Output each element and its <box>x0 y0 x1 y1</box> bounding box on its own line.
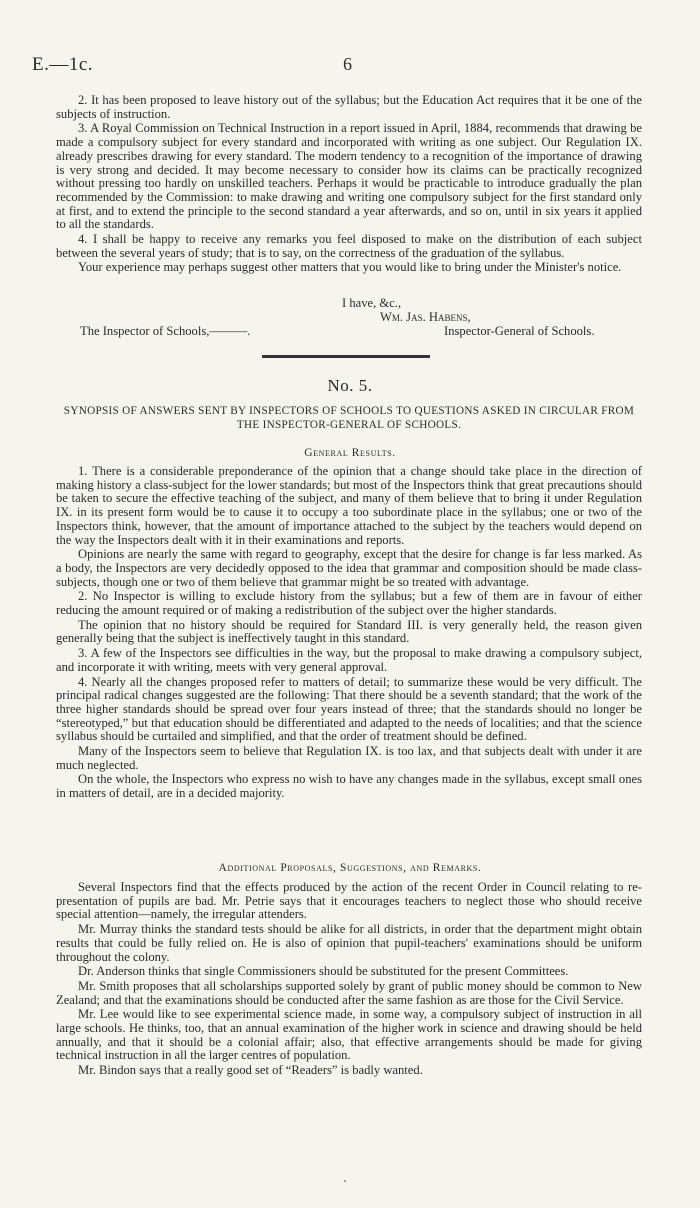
remarks-paragraph: Mr. Murray thinks the standard tests should be alike for all districts, in order that the department might obtain results that could be fully relied on. He is also of opinion that pupil-teachers' examinations should be uniform throughout the colony. <box>56 922 642 964</box>
letter-closing: I have, &c., <box>342 296 402 310</box>
letter-paragraph: 2. It has been proposed to leave history out of the syllabus; but the Education Act requires that it be one of the subjects of instruction. <box>56 93 642 121</box>
section-number: No. 5. <box>327 376 373 395</box>
section-divider <box>262 355 430 358</box>
letter-paragraph: 4. I shall be happy to receive any remarks you feel disposed to make on the distribution of each subject between the several years of study; that is to say, on the correctness of the graduation of the syllabus. <box>56 232 642 260</box>
results-paragraph: 1. There is a considerable preponderance of the opinion that a change should take place in the direction of making history a class-subject for the lower standards; but most of the Inspectors think that great precautions should be taken to secure the effective teaching of the subject, and many of them believe that to bring it under Regulation IX. in its present form would be to cause it to occupy a too subordinate place in the syllabus; one or two of the Inspectors think, however, that the amount of importance attached to the subject by the teachers would depend on the way the Inspectors dealt with it in their examinations and reports. <box>56 464 642 547</box>
additional-body <box>56 881 642 1079</box>
results-paragraph: 4. Nearly all the changes proposed refer to matters of detail; to summarize these would be very difficult. The principal radical changes suggested are the following: That there should be a seventh standard; that the work of the three higher standards should be spread over four years instead of three; that the standards should no longer be “stereotyped,” but that education should be differentiated and adapted to the needs of localities; and that the science syllabus should be curtailed and simplified, and that the order of treatment should be defined. <box>56 674 642 744</box>
letter-signature: Wm. Jas. Habens, <box>380 310 471 324</box>
results-paragraph: Many of the Inspectors seem to believe that Regulation IX. is too lax, and that subjects dealt with under it are much neglected. <box>56 744 642 772</box>
section-title: SYNOPSIS OF ANSWERS SENT BY INSPECTORS OF SCHOOLS TO QUESTIONS ASKED IN CIRCULAR FROM THE INSPECTOR-GENERAL OF SCHOOLS. <box>63 405 635 431</box>
remarks-paragraph: Several Inspectors find that the effects produced by the action of the recent Order in Council relating to re-presentation of pupils are bad. Mr. Petrie says that it encourages teachers to neglect those who should receive special attention—namely, the irregular attenders. <box>56 880 642 922</box>
report-reference: E.—1c. <box>32 54 94 75</box>
print-speck <box>344 1180 346 1182</box>
general-results-heading: General Results. <box>304 447 396 459</box>
general-results-body <box>56 465 642 802</box>
results-paragraph: 2. No Inspector is willing to exclude history from the syllabus; but a few of them are in favour of either reducing the amount required or of making a redistribution of the subject over the higher standards. <box>56 589 642 618</box>
results-paragraph: On the whole, the Inspectors who express no wish to have any changes made in the syllabus, except small ones in matters of detail, are in a decided majority. <box>56 772 642 801</box>
signatory-title: Inspector-General of Schools. <box>444 324 595 338</box>
remarks-paragraph: Mr. Lee would like to see experimental science made, in some way, a compulsory subject of instruction in all large schools. He thinks, too, that an annual examination of the higher work in science and drawing should be held annually, and that it should be a colonial affair; also, that effective arrangements should be made for giving technical instruction in all the larger centres of population. <box>56 1007 642 1063</box>
remarks-paragraph: Mr. Smith proposes that all scholarships supported solely by grant of public money should be common to New Zealand; and that the examinations should be conducted after the same fashion as are those for the Civil Service. <box>56 978 642 1007</box>
remarks-paragraph: Mr. Bindon says that a really good set of “Readers” is badly wanted. <box>78 1063 423 1078</box>
results-paragraph: Opinions are nearly the same with regard to geography, except that the desire for change is far less marked. As a body, the Inspectors are very decidedly opposed to the idea that grammar and composition should be made class-subjects, though one or two of them believe that grammar might be so treated with advantage. <box>56 547 642 589</box>
additional-heading: Additional Proposals, Suggestions, and Remarks. <box>218 862 482 874</box>
results-paragraph: 3. A few of the Inspectors see difficulties in the way, but the proposal to make drawing a compulsory subject, and incorporate it with writing, meets with very general approval. <box>56 646 642 674</box>
remarks-paragraph: Dr. Anderson thinks that single Commissioners should be substituted for the present Committees. <box>78 964 569 979</box>
letter-paragraph: 3. A Royal Commission on Technical Instruction in a report issued in April, 1884, recommends that drawing be made a compulsory subject for every standard and incorporated with writing as one subject. Our Regulation IX. already prescribes drawing for every standard. The modern tendency to a recognition of the importance of drawing is very strong and decided. It may become necessary to consider how its claims can be practically recognized without pressing too hardly on unskilled teachers. Perhaps it would be practicable to introduce gradually the plan recommended by the Commission: to make drawing and writing one compulsory subject for the first standard only at first, and to extend the principle to the second standard a year afterwards, and so on, until in six years it applied to all the standards. <box>56 121 642 232</box>
letter-paragraph: Your experience may perhaps suggest other matters that you would like to bring under the Minister's notice. <box>78 260 622 275</box>
page-number: 6 <box>343 54 352 74</box>
letter-addressee: The Inspector of Schools,———. <box>80 324 251 338</box>
results-paragraph: The opinion that no history should be required for Standard III. is very generally held, the reason given generally being that the subject is ineffectively taught in this standard. <box>56 617 642 646</box>
letter-body <box>56 94 642 276</box>
